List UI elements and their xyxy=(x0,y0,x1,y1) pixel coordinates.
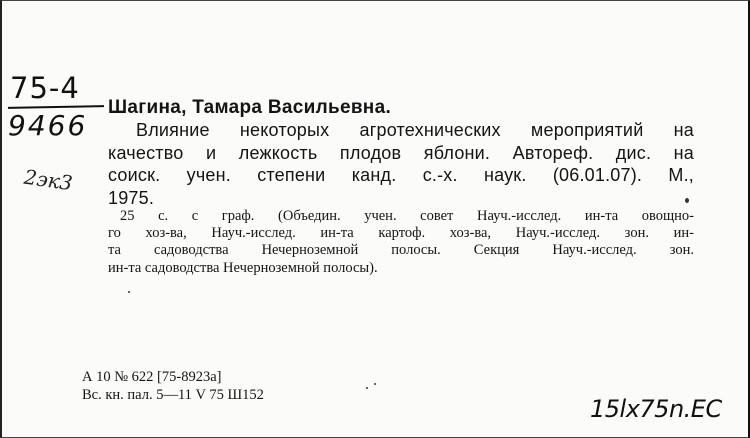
description-line: ин-та садоводства Нечерноземной полосы). xyxy=(108,259,378,276)
handwritten-bottom-note: 15lx75n.EC xyxy=(590,395,722,423)
ink-speck xyxy=(366,387,368,389)
title-line: 1975. xyxy=(108,187,155,208)
call-number xyxy=(8,71,108,142)
imprint-block xyxy=(82,368,264,404)
description-line: го хоз-ва, Науч.-исслед. ин-та картоф. хоз-ва, Науч.-исслед. зон. ин- xyxy=(108,225,694,242)
title-line: Влияние некоторых агротехнических мероприятий на xyxy=(136,120,694,140)
ink-speck xyxy=(128,291,130,293)
title-line: соиск. учен. степени канд. с.-х. наук. (06.01.07). М., xyxy=(108,165,694,185)
ink-speck xyxy=(374,383,376,385)
title-line: качество и лежкость плодов яблони. Автореф. дис. на xyxy=(108,142,694,163)
imprint-line: А 10 № 622 [75-8923а] xyxy=(82,369,222,385)
description-block xyxy=(108,208,694,277)
call-number-bottom: 9466 xyxy=(8,109,88,142)
imprint-line: Вс. кн. пал. 5—11 V 75 Ш152 xyxy=(82,387,264,403)
author-heading: Шагина, Тамара Васильевна. xyxy=(108,97,392,118)
description-line: 25 с. с граф. (Объедин. учен. совет Науч.-исслед. ин-та овощно- xyxy=(120,208,694,224)
call-number-top: 75-4 xyxy=(10,71,80,105)
description-line: та садоводства Нечерноземной полосы. Секция Науч.-исслед. зон. xyxy=(108,242,694,259)
handwritten-copies-note: 2эк3 xyxy=(22,164,75,196)
ink-speck xyxy=(685,198,689,203)
title-block xyxy=(108,119,694,209)
